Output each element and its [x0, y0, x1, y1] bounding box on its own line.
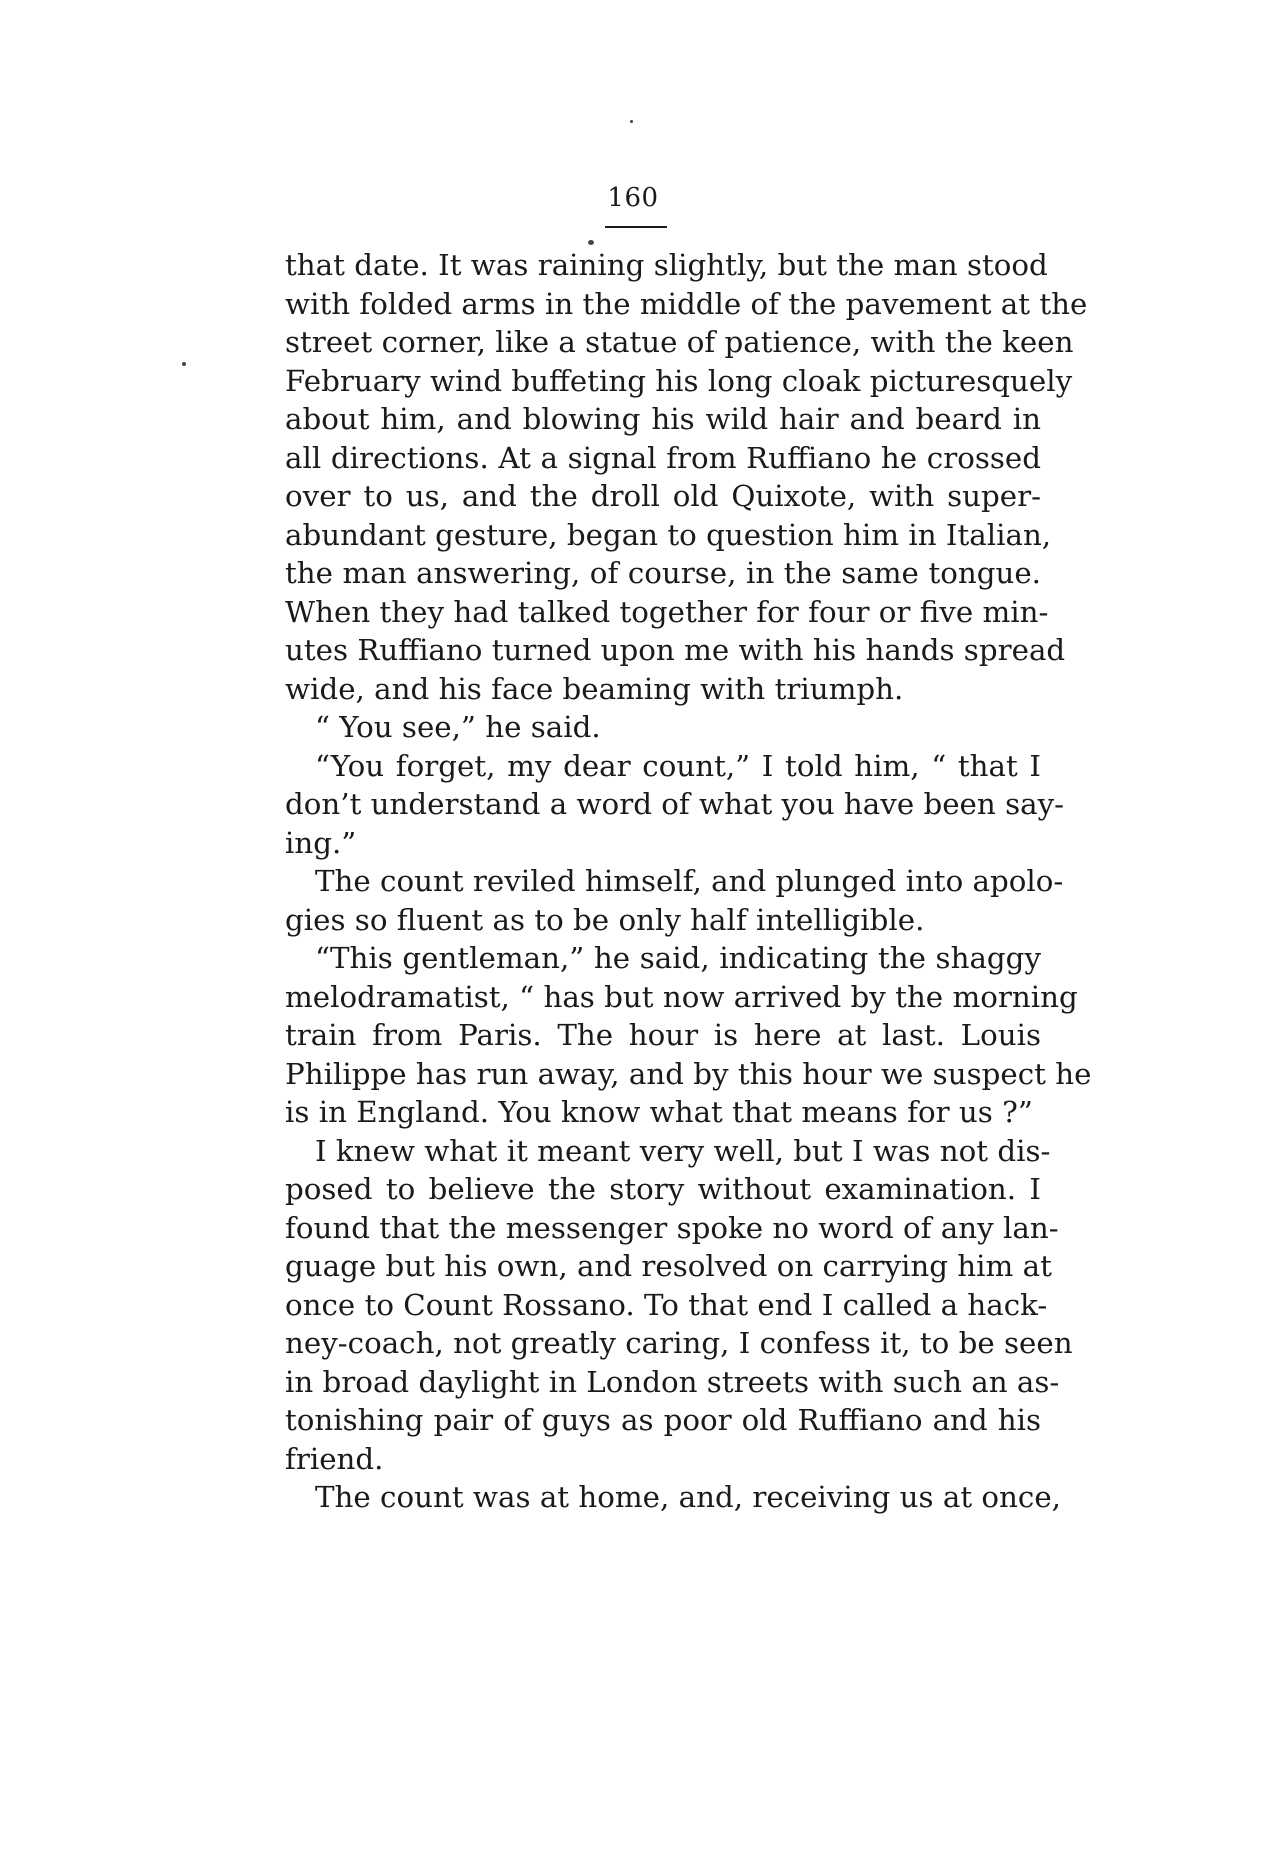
text-line: is in England. You know what that means for us ?”: [285, 1095, 1033, 1129]
text-line: gies so fluent as to be only half intelligible.: [285, 902, 925, 937]
text-line: Philippe has run away, and by this hour we suspect he: [285, 1056, 1092, 1091]
text-line: friend.: [285, 1441, 384, 1476]
text-line: abundant gesture, began to question him in Italian,: [285, 517, 1052, 552]
ink-speck: [588, 240, 594, 245]
text-line: “This gentleman,” he said, indicating the shaggy: [315, 941, 1041, 975]
ink-speck: [630, 120, 633, 123]
text-line: once to Count Rossano. To that end I called a hack-: [285, 1287, 1048, 1322]
text-line: the man answering, of course, in the same tongue.: [285, 556, 1041, 590]
text-line: don’t understand a word of what you have been say-: [285, 787, 1065, 821]
text-line: with folded arms in the middle of the pavement at the: [285, 286, 1088, 321]
page-number: 160: [607, 183, 659, 213]
text-line: wide, and his face beaming with triumph.: [285, 671, 904, 706]
text-line: street corner, like a statue of patience, with the keen: [285, 325, 1074, 359]
text-line: February wind buffeting his long cloak picturesquely: [285, 363, 1073, 398]
text-line: in broad daylight in London streets with such an as-: [285, 1364, 1060, 1399]
text-line: The count reviled himself, and plunged into apolo-: [315, 864, 1064, 898]
body-text: [285, 246, 1092, 1517]
text-line: over to us, and the droll old Quixote, with super-: [285, 479, 1041, 513]
header-rule: [605, 226, 667, 228]
text-line: I knew what it meant very well, but I was not dis-: [315, 1133, 1051, 1168]
text-line: “ You see,” he said.: [315, 710, 601, 744]
text-line: train from Paris. The hour is here at last. Louis: [285, 1018, 1041, 1052]
ink-speck: [182, 362, 186, 366]
text-line: posed to believe the story without examination. I: [285, 1172, 1041, 1206]
text-line: tonishing pair of guys as poor old Ruffiano and his: [285, 1403, 1041, 1437]
text-line: melodramatist, “ has but now arrived by the morning: [285, 979, 1078, 1014]
text-line: “You forget, my dear count,” I told him, “ that I: [315, 748, 1041, 783]
text-line: When they had talked together for four or five min-: [285, 594, 1049, 629]
text-line: ney-coach, not greatly caring, I confess it, to be seen: [285, 1326, 1073, 1360]
text-line: that date. It was raining slightly, but the man stood: [285, 248, 1048, 282]
text-line: found that the messenger spoke no word of any lan-: [285, 1210, 1059, 1245]
text-line: guage but his own, and resolved on carrying him at: [285, 1249, 1052, 1283]
text-line: The count was at home, and, receiving us at once,: [315, 1480, 1061, 1514]
text-line: utes Ruffiano turned upon me with his hands spread: [285, 633, 1066, 667]
text-line: all directions. At a signal from Ruffiano he crossed: [285, 440, 1041, 475]
text-line: ing.”: [285, 825, 357, 860]
text-line: about him, and blowing his wild hair and beard in: [285, 402, 1041, 436]
